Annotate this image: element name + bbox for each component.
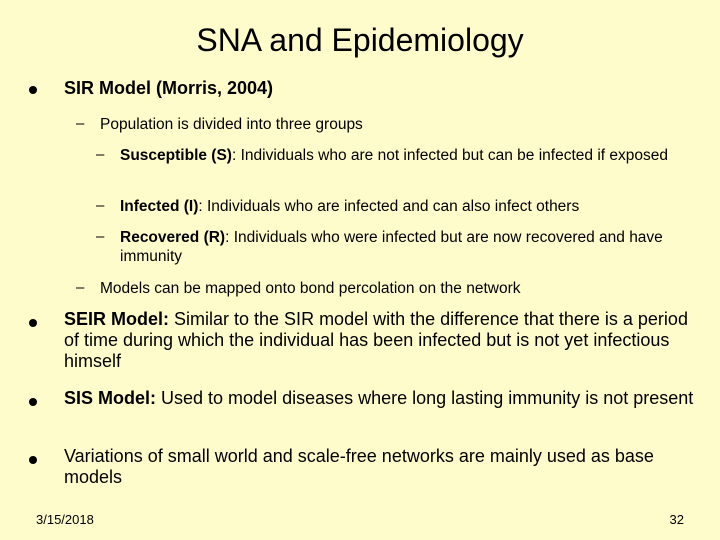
- recovered-text: : Individuals who were infected but are now recovered and have immunity: [120, 229, 663, 265]
- infected-item: [120, 197, 690, 216]
- susceptible-term: Susceptible (S): [120, 147, 232, 164]
- dash-icon: –: [76, 115, 85, 132]
- dash-icon: –: [96, 146, 105, 163]
- slide-title: SNA and Epidemiology: [196, 22, 524, 58]
- susceptible-text: : Individuals who are not infected but can be infected if exposed: [231, 147, 668, 164]
- page-number: 32: [669, 512, 684, 527]
- seir-term: SEIR Model:: [64, 309, 170, 329]
- bullet-icon: [29, 86, 37, 94]
- percolation-item: Models can be mapped onto bond percolation on the network: [100, 280, 521, 297]
- bullet-icon: [29, 456, 37, 464]
- dash-icon: –: [96, 228, 105, 245]
- sir-heading-text: SIR Model (Morris, 2004): [64, 78, 274, 98]
- seir-text: Similar to the SIR model with the difference that there is a period of time during which the individual has been infected but is not yet infectious himself: [64, 309, 688, 371]
- dash-icon: –: [96, 197, 105, 214]
- sis-term: SIS Model:: [64, 388, 157, 408]
- bullet-icon: [29, 398, 37, 406]
- variations-item: Variations of small world and scale-free networks are mainly used as base models: [64, 446, 654, 487]
- sir-sub-groups: Population is divided into three groups: [100, 116, 363, 133]
- footer-date: 3/15/2018: [36, 512, 94, 527]
- bullet-icon: [29, 319, 37, 327]
- infected-text: : Individuals who are infected and can also infect others: [198, 198, 580, 215]
- sis-text: Used to model diseases where long lasting immunity is not present: [156, 388, 694, 408]
- sis-item: [64, 388, 704, 409]
- infected-term: Infected (I): [120, 198, 199, 215]
- dash-icon: –: [76, 279, 85, 296]
- seir-item: [64, 309, 704, 372]
- susceptible-item: [120, 146, 690, 165]
- recovered-item: [120, 228, 685, 266]
- sir-heading: [64, 78, 694, 99]
- recovered-term: Recovered (R): [120, 229, 226, 246]
